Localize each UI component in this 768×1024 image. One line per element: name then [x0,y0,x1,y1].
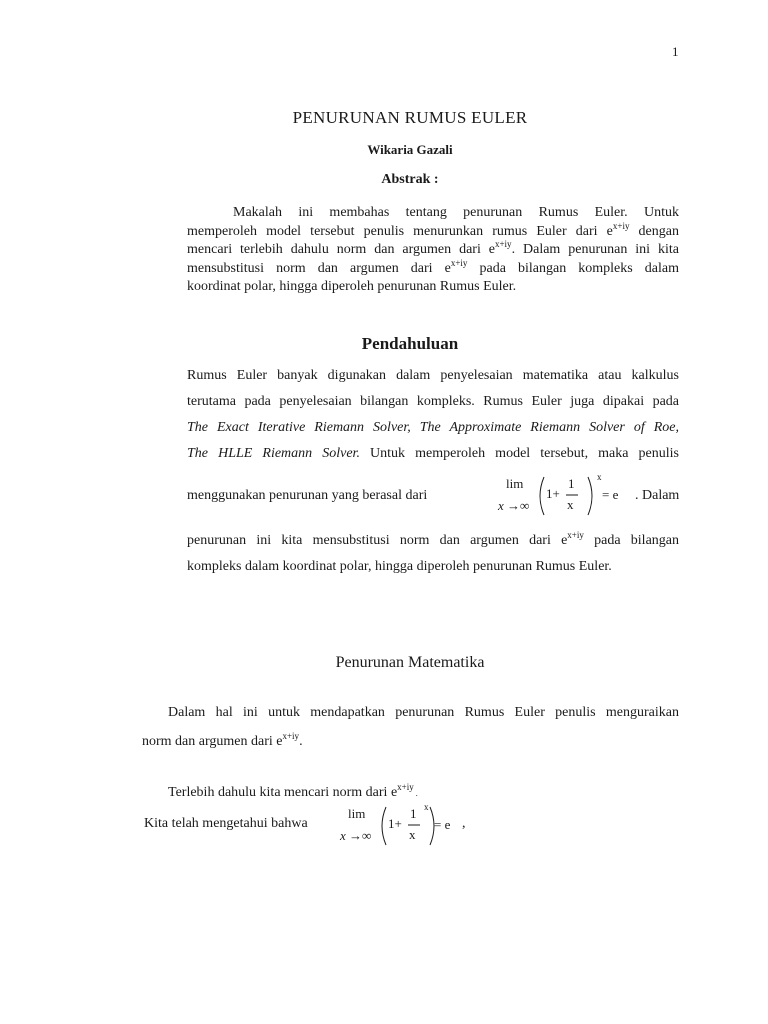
body-text: Dalam hal ini untuk mendapatkan penurunan Rumus Euler penulis menguraikan [168,705,679,720]
fraction-numerator: 1 [568,476,575,491]
fraction-denominator: x [567,497,574,512]
abstract-line: memperoleh model tersebut penulis menurunkan rumus Euler dari e [187,223,613,239]
body-text: Terlebih dahulu kita mencari norm dari e [168,785,398,800]
abstract-heading: Abstrak : [381,172,439,187]
body-line: terutama pada penyelesaian bilangan kompleks. Rumus Euler juga dipakai pada [187,394,679,409]
abstract-line: mencari terlebih dahulu norm dan argumen dari e [187,242,495,257]
body-line: Rumus Euler banyak digunakan dalam penyelesaian matematika atau kalkulus [187,368,679,383]
equals-e: = e [602,487,619,502]
body-line [168,782,418,801]
lim-label: lim [348,806,366,821]
lim-subscript: x →∞ [340,828,372,843]
exponent: x+iy [397,782,414,792]
body-line: kompleks dalam koordinat polar, hingga diperoleh penurunan Rumus Euler. [187,559,612,574]
italic-text: The HLLE Riemann Solver. [187,446,360,461]
exponent: x+iy [567,530,584,540]
paper-title: PENURUNAN RUMUS EULER [292,108,528,127]
limit-formula [340,802,460,848]
body-text: . [413,789,418,798]
power: x [424,802,429,812]
body-line [187,446,679,462]
fraction-denominator: x [409,827,416,842]
section-heading-penurunan: Penurunan Matematika [335,654,485,671]
exponent: x+iy [612,220,630,231]
body-text: norm dan argumen dari e [142,734,283,749]
body-line: menggunakan penurunan yang berasal dari [187,488,428,503]
abstract-line: mensubstitusi norm dan argumen dari e [187,260,451,276]
power: x [597,472,602,482]
body-line: . Dalam [635,488,680,503]
exponent: x+iy [450,257,468,268]
trailing-comma: , [462,816,466,831]
abstract-line: Makalah ini membahas tentang penurunan Rumus Euler. Untuk [233,205,679,220]
body-text: penurunan ini kita mensubstitusi norm dan argumen dari e [187,533,568,548]
exponent: x+iy [282,731,300,741]
one-plus: 1+ [388,816,402,831]
abstract-line: dengan [629,223,679,239]
abstract-line: koordinat polar, hingga diperoleh penurunan Rumus Euler. [187,279,517,294]
limit-formula [498,472,618,518]
body-text: pada bilangan [583,533,679,548]
body-line [142,731,303,750]
one-plus: 1+ [546,486,560,501]
body-line [142,705,679,721]
author-name: Wikaria Gazali [367,142,453,157]
abstract-line: pada bilangan kompleks dalam [467,260,679,276]
lim-label: lim [506,476,524,491]
exponent: x+iy [494,239,512,249]
body-text: Untuk memperoleh model tersebut, maka penulis [359,446,680,461]
page-number: 1 [672,44,679,59]
fraction-numerator: 1 [410,806,417,821]
body-text: . [299,734,303,749]
lim-subscript: x →∞ [498,498,530,513]
section-heading-pendahuluan: Pendahuluan [361,334,459,353]
body-line [187,530,679,549]
body-line: The Exact Iterative Riemann Solver, The Approximate Riemann Solver of Roe, [187,420,679,435]
body-line: Kita telah mengetahui bahwa [144,816,308,831]
abstract-line: . Dalam penurunan ini kita [511,242,679,257]
equals-e: = e [434,817,451,832]
